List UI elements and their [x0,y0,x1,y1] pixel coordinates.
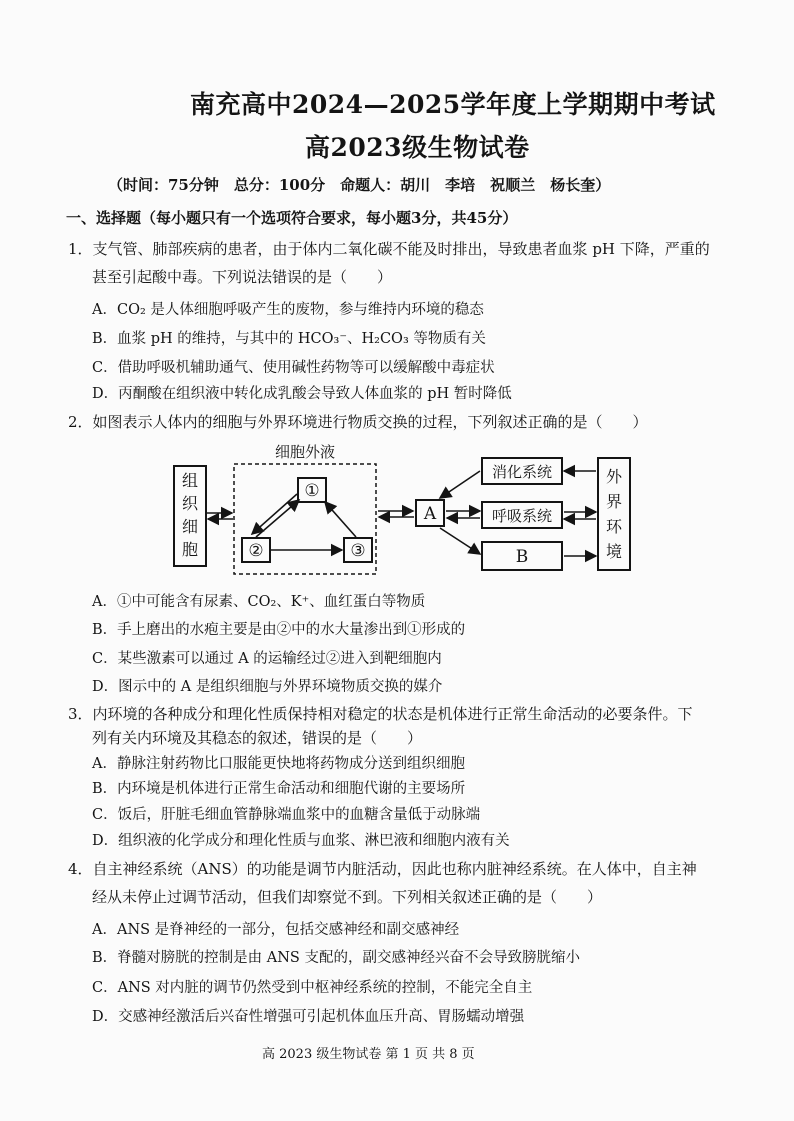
external-char-4: 境 [605,542,623,561]
q1-option-a: A．CO₂ 是人体细胞呼吸产生的废物，参与维持内环境的稳态 [92,302,484,318]
q2-option-c: C．某些激素可以通过 A 的运输经过②进入到靶细胞内 [92,651,442,667]
q3-option-b: B．内环境是机体进行正常生命活动和细胞代谢的主要场所 [92,781,466,797]
arrow-digestive-to-a [440,471,480,498]
q2-option-b: B．手上磨出的水疱主要是由②中的水大量渗出到①形成的 [92,622,466,638]
q4-option-c: C．ANS 对内脏的调节仍然受到中枢神经系统的控制，不能完全自主 [92,980,533,996]
q1-option-c: C．借助呼吸机辅助通气、使用碱性药物等可以缓解酸中毒症状 [92,360,495,376]
node-b-label: B [515,547,529,567]
q1-option-b: B．血浆 pH 的维持，与其中的 HCO₃⁻、H₂CO₃ 等物质有关 [92,331,486,347]
q3-option-a: A．静脉注射药物比口服能更快地将药物成分送到组织细胞 [92,756,465,772]
tissue-cell-char-2: 织 [181,494,199,513]
q1-stem-line2: 甚至引起酸中毒。下列说法错误的是（ ） [92,268,393,286]
arrow-2-to-1 [256,500,299,537]
arrow-1-to-2 [252,494,297,534]
tissue-cell-char-1: 组 [181,471,199,490]
q1-stem-line1: 1．支气管、肺部疾病的患者，由于体内二氧化碳不能及时排出，导致患者血浆 pH 下降，严重的 [68,240,710,258]
node-a-label: A [423,504,437,524]
respiratory-label: 呼吸系统 [491,507,553,525]
q1-option-d: D．丙酮酸在组织液中转化成乳酸会导致人体血浆的 pH 暂时降低 [92,386,512,402]
q2-stem-line1: 2．如图表示人体内的细胞与外界环境进行物质交换的过程，下列叙述正确的是（ ） [68,413,648,431]
q3-option-d: D．组织液的化学成分和理化性质与血浆、淋巴液和细胞内液有关 [92,833,510,849]
exam-meta: （时间：75分钟 总分：100分 命题人：胡川 李培 祝顺兰 杨长奎） [108,176,611,194]
q2-option-d: D．图示中的 A 是组织细胞与外界环境物质交换的媒介 [92,679,443,695]
external-char-2: 界 [605,492,623,511]
page-footer: 高 2023 级生物试卷 第 1 页 共 8 页 [262,1047,475,1062]
q4-option-b: B．脊髓对膀胱的控制是由 ANS 支配的，副交感神经兴奋不会导致膀胱缩小 [92,950,580,966]
external-char-3: 环 [605,517,623,536]
tissue-cell-char-4: 胞 [181,540,199,559]
tissue-cell-char-3: 细 [181,517,199,536]
q4-option-d: D．交感神经激活后兴奋性增强可引起机体血压升高、胃肠蠕动增强 [92,1009,525,1025]
external-char-1: 外 [605,467,623,486]
q3-option-c: C．饭后，肝脏毛细血管静脉端血浆中的血糖含量低于动脉端 [92,807,481,823]
exam-subtitle: 高2023级生物试卷 [305,133,530,162]
q4-stem-line1: 4．自主神经系统（ANS）的功能是调节内脏活动，因此也称内脏神经系统。在人体中，自主神 [68,860,697,878]
q2-option-a: A．①中可能含有尿素、CO₂、K⁺、血红蛋白等物质 [92,594,426,610]
digestive-label: 消化系统 [491,463,553,481]
q3-stem-line1: 3．内环境的各种成分和理化性质保持相对稳定的状态是机体进行正常生命活动的必要条件。下 [68,705,693,723]
node-1-label: ① [304,481,320,501]
section-heading: 一、选择题（每小题只有一个选项符合要求，每小题3分，共45分） [66,209,518,227]
arrow-a-to-b [440,528,480,554]
arrow-3-to-1 [325,502,356,537]
exam-title: 南充高中2024—2025学年度上学期期中考试 [190,90,716,119]
extracellular-label: 细胞外液 [274,443,336,461]
exchange-diagram [160,440,640,580]
q4-option-a: A．ANS 是脊神经的一部分，包括交感神经和副交感神经 [92,922,460,938]
q4-stem-line2: 经从未停止过调节活动，但我们却察觉不到。下列相关叙述正确的是（ ） [92,888,603,906]
node-3-label: ③ [350,541,366,561]
q3-stem-line2: 列有关内环境及其稳态的叙述，错误的是（ ） [92,729,423,747]
node-2-label: ② [248,541,264,561]
